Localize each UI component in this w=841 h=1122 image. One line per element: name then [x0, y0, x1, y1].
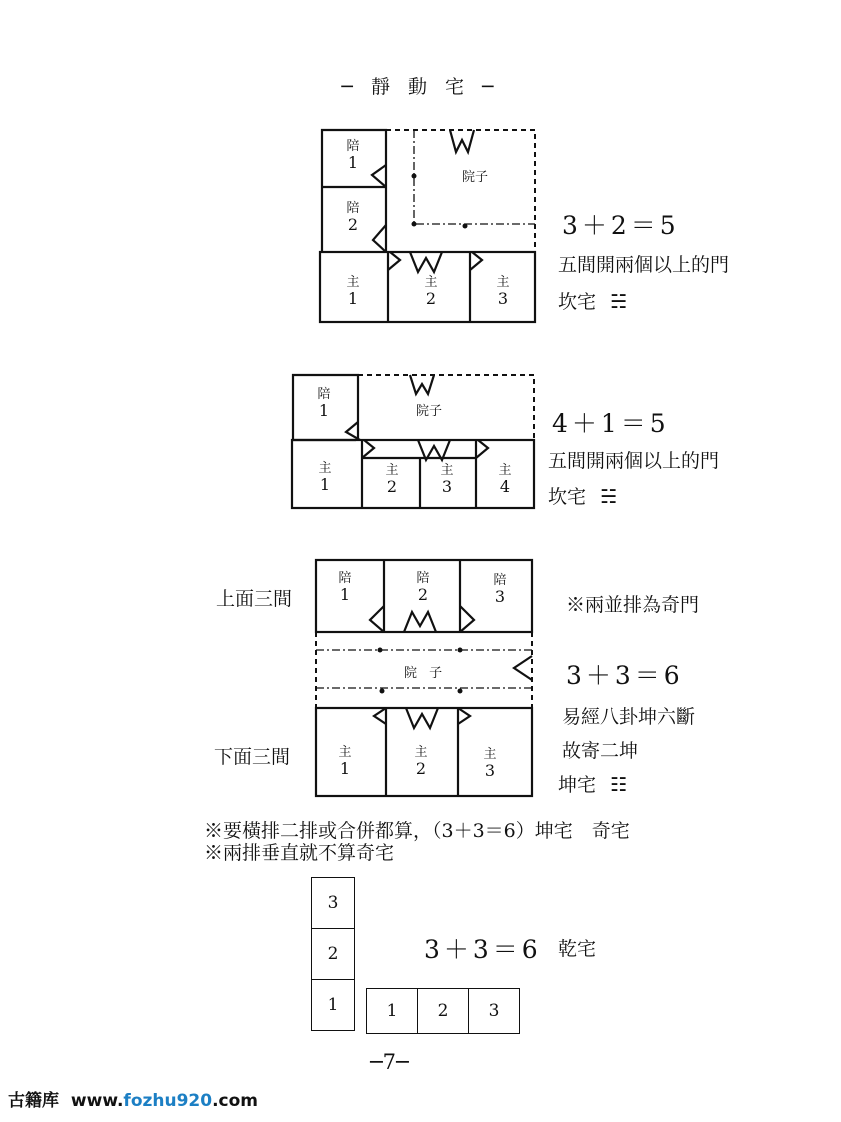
caption-line-1: 易經八卦坤六斷 [562, 706, 696, 728]
room-zhu-1: 主 1 [318, 461, 332, 495]
room-zhu-3: 主 3 [440, 463, 454, 497]
house-type: 乾宅 [558, 938, 597, 960]
footer-brand: 古籍库 [8, 1091, 59, 1111]
horizontal-cell-2: 2 [417, 988, 469, 1034]
vertical-cell-2: 2 [311, 928, 355, 980]
upper-label: 上面三間 [216, 588, 293, 610]
yard-label: 院子 [462, 170, 489, 185]
horizontal-cell-3: 3 [468, 988, 520, 1034]
room-zhu-1: 主 1 [346, 275, 360, 309]
equation: 3＋3＝6 [424, 935, 542, 964]
equation: 4＋1＝5 [552, 409, 670, 438]
room-pei-1: 陪 1 [317, 387, 331, 421]
caption-line: 五間開兩個以上的門 [548, 450, 720, 472]
lower-label: 下面三間 [214, 746, 291, 768]
vertical-cell-3: 3 [311, 877, 355, 929]
room-zhu-3: 主 3 [483, 747, 497, 781]
kun-trigram-icon: ☷ [610, 774, 628, 796]
note-qi-men: ※兩並排為奇門 [566, 594, 700, 616]
room-zhu-3: 主 3 [496, 275, 510, 309]
kan-trigram-icon: ☵ [610, 291, 628, 313]
room-pei-2: 陪 2 [416, 571, 430, 605]
house-type: 坎宅 ☵ [558, 291, 628, 313]
note-1: ※要橫排二排或合併都算，（3＋3＝6）坤宅 奇宅 [204, 820, 630, 842]
room-pei-1: 陪 1 [346, 139, 360, 173]
yard-label: 院 子 [404, 666, 447, 681]
footer-url-colored: fozhu920 [123, 1091, 213, 1111]
room-zhu-2: 主 2 [414, 745, 428, 779]
equation: 3＋2＝5 [562, 211, 680, 240]
house-type: 坤宅 ☷ [558, 774, 628, 796]
house-type: 坎宅 ☵ [548, 486, 618, 508]
equation: 3＋3＝6 [566, 661, 684, 690]
footer-url-suffix: .com [212, 1091, 259, 1111]
footer-url-prefix: www. [70, 1091, 124, 1111]
page-number: ─7─ [370, 1050, 409, 1074]
room-zhu-2: 主 2 [385, 463, 399, 497]
room-zhu-4: 主 4 [498, 463, 512, 497]
horizontal-cell-1: 1 [366, 988, 418, 1034]
kan-trigram-icon: ☵ [600, 486, 618, 508]
caption-line-2: 故寄二坤 [562, 740, 639, 762]
room-pei-3: 陪 3 [493, 573, 507, 607]
vertical-cell-1: 1 [311, 979, 355, 1031]
room-pei-2: 陪 2 [346, 201, 360, 235]
note-2: ※兩排垂直就不算奇宅 [204, 842, 395, 864]
footer-watermark [8, 1086, 258, 1111]
room-zhu-2: 主 2 [424, 275, 438, 309]
yard-label: 院子 [416, 404, 443, 419]
room-pei-1: 陪 1 [338, 571, 352, 605]
caption-line: 五間開兩個以上的門 [558, 254, 730, 276]
room-zhu-1: 主 1 [338, 745, 352, 779]
page-title: ─ 靜 動 宅 ─ [341, 76, 500, 98]
